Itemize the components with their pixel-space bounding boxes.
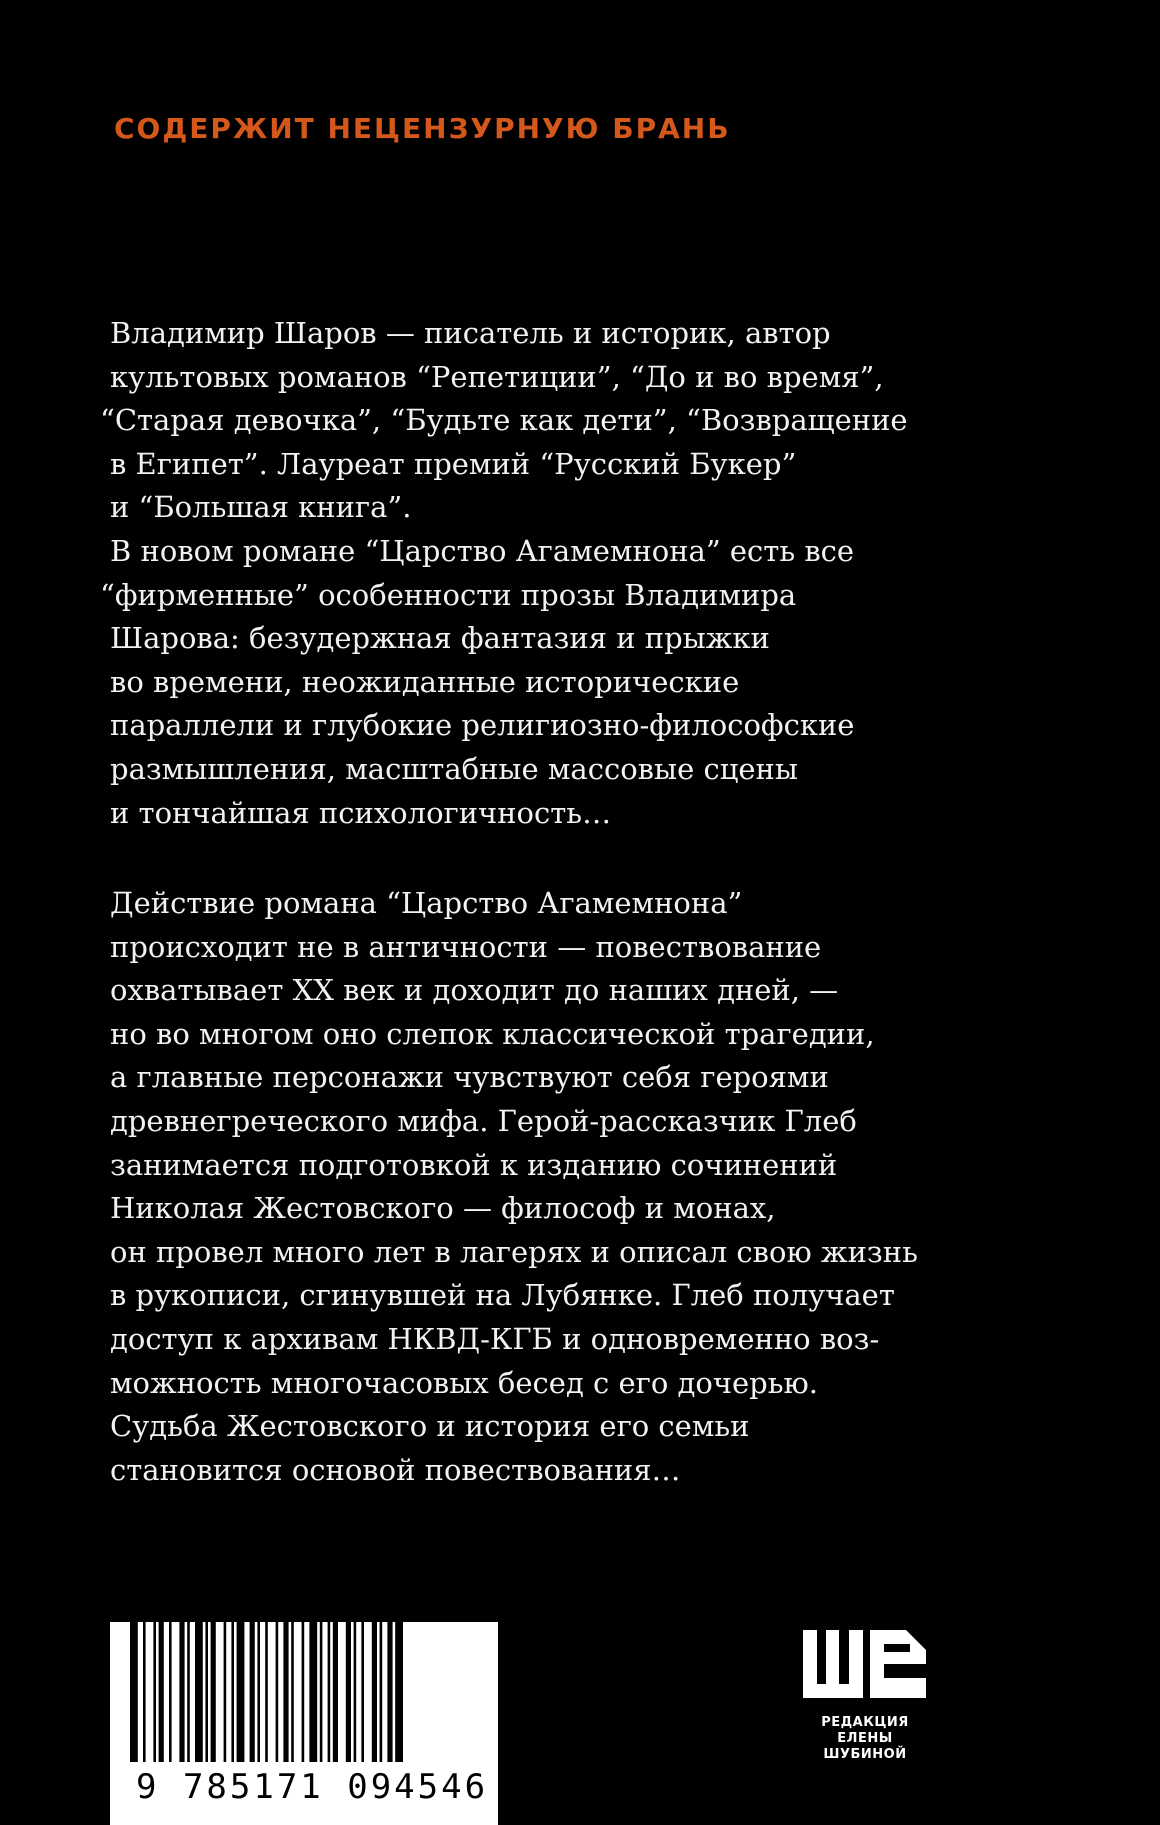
blurb-line: в Египет”. Лауреат премий “Русский Букер”: [110, 446, 797, 481]
blurb-line: В новом романе “Царство Агамемнона” есть все: [110, 533, 855, 568]
blurb-line: он провел много лет в лагерях и описал свою жизнь: [110, 1234, 918, 1269]
blurb-paragraph-2: [100, 882, 1000, 1492]
blurb-line: охватывает XX век и доходит до наших дней, —: [110, 973, 839, 1008]
blurb-line: размышления, масштабные массовые сцены: [110, 751, 798, 786]
blurb-line: параллели и глубокие религиозно-философские: [110, 708, 855, 743]
blurb-line: становится основой повествования…: [110, 1452, 681, 1487]
blurb-line: Судьба Жестовского и история его семьи: [110, 1409, 750, 1444]
blurb-line: Шарова: безудержная фантазия и прыжки: [110, 621, 770, 656]
blurb-line: Владимир Шаров — писатель и историк, автор: [110, 316, 831, 350]
blurb-paragraph-1: [100, 312, 1000, 835]
isbn-barcode: [110, 1622, 498, 1825]
isbn-digits: 9 785171 094546: [136, 1767, 489, 1807]
blurb-line: и “Большая книга”.: [110, 490, 412, 525]
blurb-line: но во многом оно слепок классической трагедии,: [110, 1016, 875, 1051]
blurb-line: доступ к архивам НКВД-КГБ и одновременно воз-: [110, 1321, 880, 1356]
publisher-logo: [800, 1628, 930, 1763]
blurb-line: “Старая девочка”, “Будьте как дети”, “Возвращение: [100, 403, 908, 438]
blurb-line: культовых романов “Репетиции”, “До и во время”,: [110, 359, 884, 394]
blurb-line: и тончайшая психологичность…: [110, 795, 612, 830]
content-warning: СОДЕРЖИТ НЕЦЕНЗУРНУЮ БРАНЬ: [114, 112, 731, 145]
blurb-line: занимается подготовкой к изданию сочинений: [110, 1147, 838, 1182]
publisher-line-2: ЕЛЕНЫ ШУБИНОЙ: [823, 1731, 907, 1762]
blurb-line: происходит не в античности — повествование: [110, 929, 822, 964]
blurb-line: древнегреческого мифа. Герой-рассказчик Глеб: [110, 1103, 857, 1138]
shubina-logo-icon: [800, 1628, 930, 1700]
blurb-line: во времени, неожиданные исторические: [110, 664, 740, 699]
publisher-line-1: РЕДАКЦИЯ: [821, 1715, 909, 1730]
blurb-line: а главные персонажи чувствуют себя героями: [110, 1060, 829, 1095]
blurb-line: “фирменные” особенности прозы Владимира: [100, 577, 797, 612]
blurb-line: можность многочасовых бесед с его дочерью.: [110, 1365, 818, 1400]
blurb-line: Николая Жестовского — философ и монах,: [110, 1191, 776, 1226]
blurb-line: в рукописи, сгинувшей на Лубянке. Глеб получает: [110, 1278, 895, 1313]
blurb-line: Действие романа “Царство Агамемнона”: [110, 886, 743, 920]
